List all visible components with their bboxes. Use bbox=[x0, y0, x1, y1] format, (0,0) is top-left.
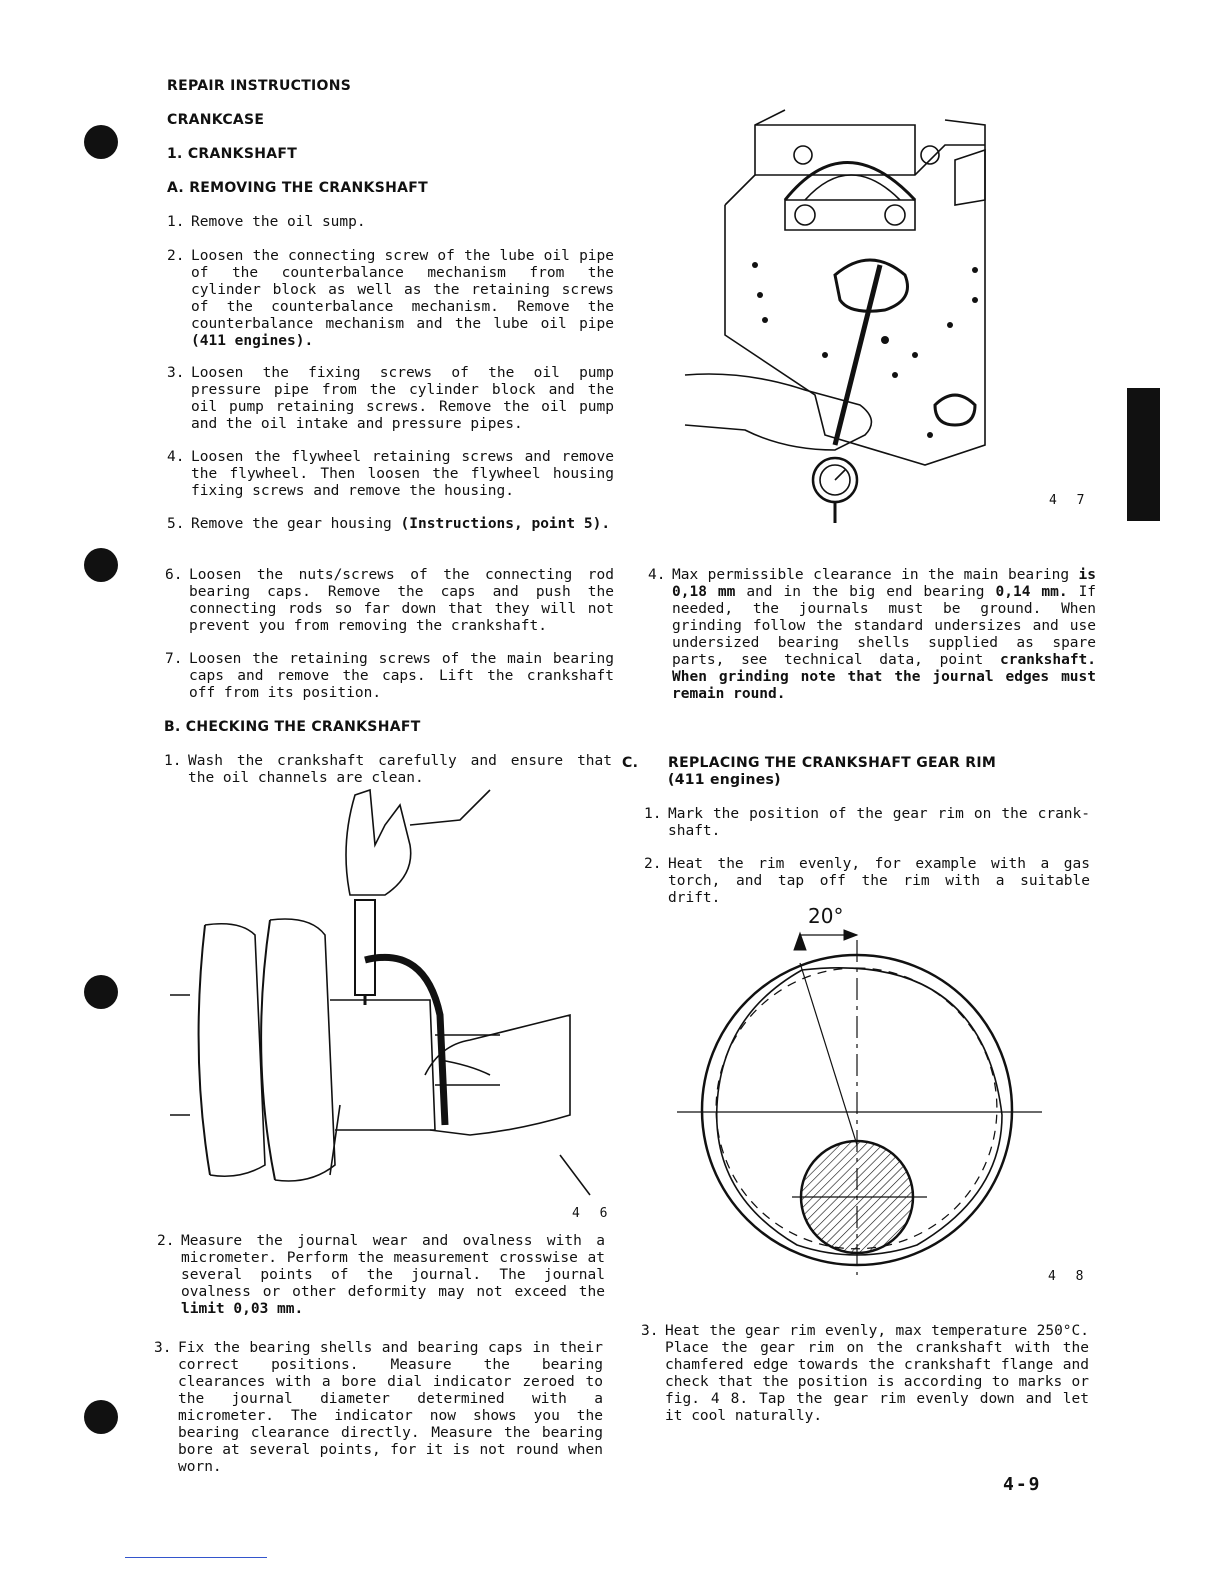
topic-heading bbox=[167, 146, 297, 163]
binder-hole-3 bbox=[84, 975, 118, 1009]
step-number: 4. bbox=[167, 449, 185, 465]
figure-47-bore-gauge-illustration bbox=[685, 105, 1005, 525]
step-text: Measure the journal wear and ovalness with a micrometer. Perform the measurement crosswise at several points of the journal. The journal ovalness or other deformity may not exceed the limit 0,03 mm. bbox=[181, 1233, 605, 1317]
section-c-step-2 bbox=[644, 856, 1090, 907]
step-bold-note: (411 engines). bbox=[191, 333, 314, 349]
step-number: 3. bbox=[641, 1323, 659, 1339]
section-c-title: REPLACING THE CRANKSHAFT GEAR RIM bbox=[668, 755, 997, 771]
step-text: Heat the gear rim evenly, max temperature 250°C. Place the gear rim on the crankshaft with the chamfered edge towards the crankshaft flange and check that the position is according to marks or fig. 4 8. Tap the gear rim evenly down and let it cool naturally. bbox=[665, 1323, 1089, 1424]
step-text: Fix the bearing shells and bearing caps in their correct positions. Measure the bearing clearances with a bore dial indicator zeroed to the journal diameter determined with a micrometer. The indicator now shows you the bearing clearance directly. Measure the bearing bore at several points, for it is not round when worn. bbox=[178, 1340, 603, 1475]
step-text: Mark the position of the gear rim on the crank-shaft. bbox=[668, 806, 1090, 839]
section-a-step-4 bbox=[167, 449, 614, 500]
step-number: 6. bbox=[165, 567, 183, 583]
footer-rule bbox=[125, 1557, 267, 1558]
angle-label: 20° bbox=[808, 904, 844, 928]
step-text: Heat the rim evenly, for example with a gas torch, and tap off the rim with a suitable drift. bbox=[668, 856, 1090, 906]
step-bold-note: limit 0,03 mm. bbox=[181, 1301, 304, 1317]
figure-48-gear-rim-diagram bbox=[672, 905, 1047, 1275]
figure-46-micrometer-illustration bbox=[170, 785, 595, 1195]
section-c-letter: C. bbox=[622, 755, 639, 771]
section-a-step-7 bbox=[165, 651, 614, 702]
step-text: Wash the crankshaft carefully and ensure that the oil channels are clean. bbox=[188, 753, 612, 786]
section-c-step-1 bbox=[644, 806, 1090, 840]
step-number: 1. bbox=[164, 753, 182, 769]
step-number: 1. bbox=[644, 806, 662, 822]
step-text: Loosen the retaining screws of the main bearing caps and remove the caps. Lift the crankshaft off from its position. bbox=[189, 651, 614, 701]
section-a-step-1 bbox=[167, 214, 614, 231]
figure-48-label: 4 8 bbox=[1048, 1269, 1090, 1284]
page-number: 4-9 bbox=[1003, 1474, 1042, 1495]
binder-hole-2 bbox=[84, 548, 118, 582]
section-b-step-3 bbox=[154, 1340, 603, 1476]
section-heading: REPAIR INSTRUCTIONS bbox=[167, 78, 352, 94]
step-text: Remove the oil sump. bbox=[191, 214, 366, 230]
figure-47-label: 4 7 bbox=[1049, 493, 1091, 508]
step-text: Remove the gear housing (Instructions, point 5). bbox=[191, 516, 611, 532]
step-number: 1. bbox=[167, 214, 185, 230]
section-c-subtitle: (411 engines) bbox=[668, 772, 781, 788]
step-number: 3. bbox=[167, 365, 185, 381]
binder-hole-4 bbox=[84, 1400, 118, 1434]
step-number: 7. bbox=[165, 651, 183, 667]
section-b-step-1 bbox=[164, 753, 612, 787]
section-a-step-6 bbox=[165, 567, 614, 635]
binder-hole-1 bbox=[84, 125, 118, 159]
subsection-heading: CRANKCASE bbox=[167, 112, 265, 128]
topic-title: CRANKSHAFT bbox=[187, 146, 298, 162]
section-tab-marker bbox=[1127, 388, 1160, 521]
step-text: Max permissible clearance in the main bearing is 0,18 mm and in the big end bearing 0,14 mm. If needed, the journals must be ground. When grinding follow the standard undersizes and use undersized bearing shells supplied as spare parts, see technical data, point crankshaft. When grinding note that the journal edges must remain round. bbox=[672, 567, 1097, 702]
section-a-letter: A. bbox=[167, 180, 185, 196]
step-number: 2. bbox=[157, 1233, 175, 1249]
section-a-heading bbox=[167, 180, 428, 197]
section-a-step-3 bbox=[167, 365, 614, 433]
step-text: Loosen the nuts/screws of the connecting rod bearing caps. Remove the caps and push the connecting rods so far down that they will not prevent you from removing the crankshaft. bbox=[189, 567, 614, 634]
figure-46-label: 4 6 bbox=[572, 1206, 614, 1221]
section-b-heading bbox=[164, 719, 421, 736]
step-text: Loosen the fixing screws of the oil pump pressure pipe from the cylinder block and the oil pump retaining screws. Remove the oil pump and the oil intake and pressure pipes. bbox=[191, 365, 614, 432]
section-b-title: CHECKING THE CRANKSHAFT bbox=[185, 719, 421, 735]
section-a-title: REMOVING THE CRANKSHAFT bbox=[189, 180, 428, 196]
section-b-step-4 bbox=[648, 567, 1096, 703]
step-number: 2. bbox=[644, 856, 662, 872]
step-number: 2. bbox=[167, 248, 185, 264]
step-number: 3. bbox=[154, 1340, 172, 1356]
section-c-step-3 bbox=[641, 1323, 1089, 1425]
step-number: 4. bbox=[648, 567, 666, 583]
step-number: 5. bbox=[167, 516, 185, 532]
section-b-letter: B. bbox=[164, 719, 181, 735]
step-bold-note: (Instructions, point 5). bbox=[400, 516, 611, 532]
step-text: Loosen the flywheel retaining screws and remove the flywheel. Then loosen the flywheel housing fixing screws and remove the housing. bbox=[191, 449, 614, 499]
topic-number: 1. bbox=[167, 146, 183, 162]
section-a-step-5 bbox=[167, 516, 614, 533]
section-a-step-2 bbox=[167, 248, 614, 350]
step-text: Loosen the connecting screw of the lube oil pipe of the counterbalance mechanism from the cylinder block as well as the retaining screws of the counterbalance mechanism. Remove the counterbalance mechanism and the lube oil pipe (411 engines). bbox=[191, 248, 614, 349]
section-b-step-2 bbox=[157, 1233, 605, 1318]
